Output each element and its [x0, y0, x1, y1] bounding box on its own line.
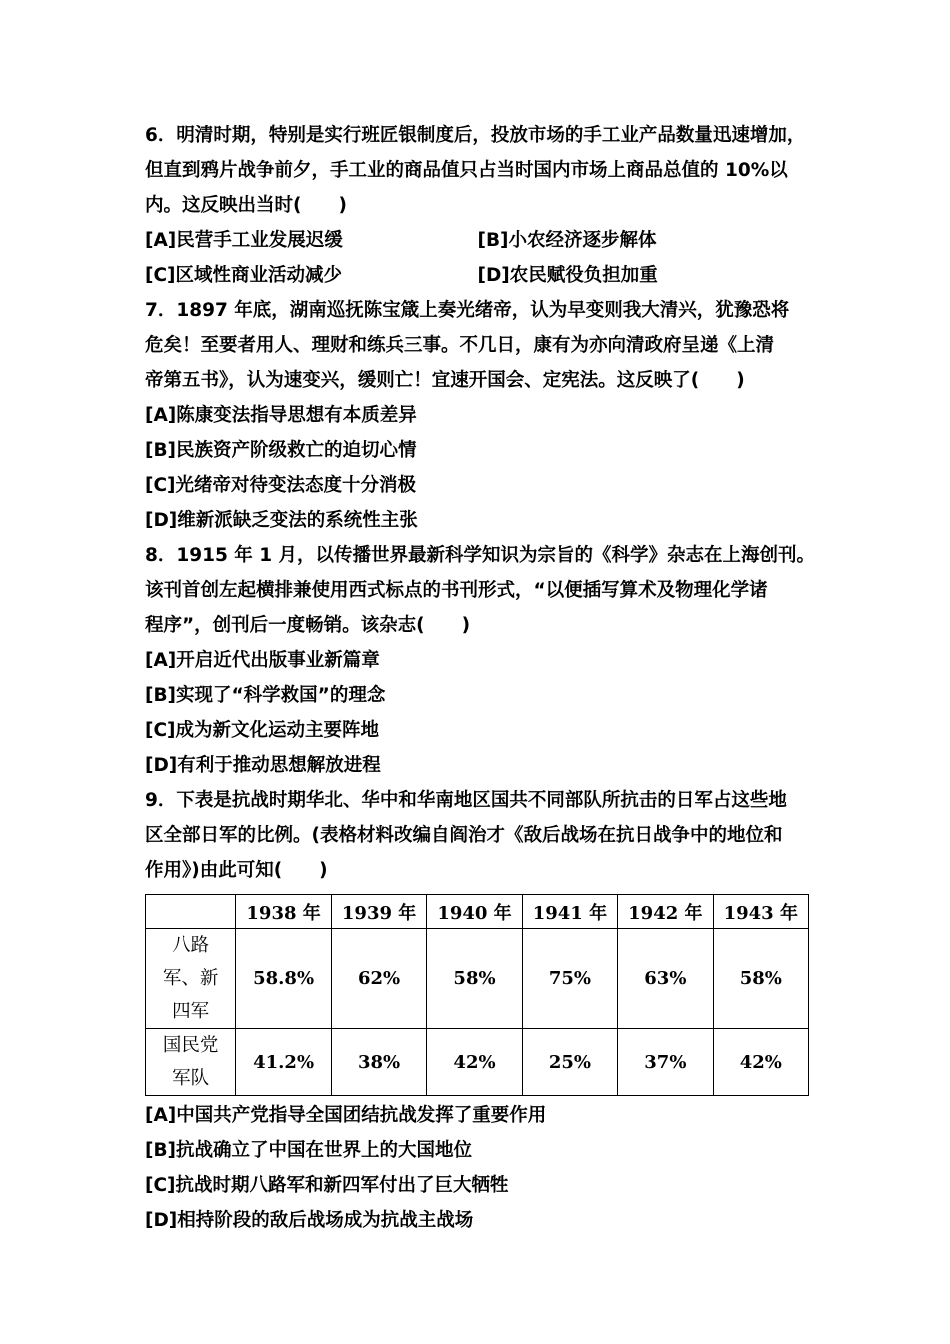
option-text: 成为新文化运动主要阵地 [175, 720, 380, 741]
option-b[interactable] [478, 223, 811, 258]
option-text: 陈康变法指导思想有本质差异 [176, 405, 417, 426]
option-tag: [D] [145, 1210, 178, 1231]
option-tag: [B] [145, 440, 177, 461]
option-tag: [A] [145, 650, 177, 671]
table-row [146, 1029, 809, 1096]
question-stem-line: 8．1915 年 1 月，以传播世界最新科学知识为宗旨的《科学》杂志在上海创刊。 [145, 545, 816, 566]
table-row-label [146, 1029, 236, 1096]
question-6 [145, 118, 810, 293]
question-stem-line: 作用》)由此可知( ) [145, 860, 328, 881]
option-a[interactable] [145, 398, 810, 433]
row-label-line: 军、新 [162, 968, 219, 989]
option-text: 维新派缺乏变法的系统性主张 [177, 510, 418, 531]
table-cell: 42% [713, 1029, 808, 1096]
question-7 [145, 293, 810, 538]
option-text: 民营手工业发展迟缓 [176, 230, 343, 251]
option-text: 光绪帝对待变法态度十分消极 [175, 475, 417, 496]
question-stem-line: 内。这反映出当时( ) [145, 195, 347, 216]
table-header-cell: 1941 年 [522, 895, 617, 929]
table-header-cell: 1942 年 [618, 895, 713, 929]
table-header-row [146, 895, 809, 929]
option-text: 农民赋役负担加重 [509, 265, 658, 286]
table-row-label [146, 929, 236, 1029]
row-label-line: 军队 [172, 1068, 210, 1089]
option-c[interactable] [145, 1168, 810, 1203]
option-tag: [C] [145, 1175, 176, 1196]
table-header-cell: 1940 年 [427, 895, 522, 929]
option-d[interactable] [145, 503, 810, 538]
option-a[interactable] [145, 1098, 810, 1133]
table-cell: 38% [331, 1029, 426, 1096]
option-a[interactable] [145, 223, 478, 258]
option-c[interactable] [145, 258, 478, 293]
option-b[interactable] [145, 1133, 810, 1168]
table-cell: 41.2% [236, 1029, 332, 1096]
question-9 [145, 783, 810, 1238]
option-text: 中国共产党指导全国团结抗战发挥了重要作用 [176, 1105, 547, 1126]
question-stem-line: 危矣！至要者用人、理财和练兵三事。不几日，康有为亦向清政府呈递《上清 [145, 335, 775, 356]
option-tag: [C] [145, 720, 176, 741]
option-tag: [D] [145, 510, 178, 531]
row-label-line: 国民党 [162, 1035, 219, 1056]
option-text: 民族资产阶级救亡的迫切心情 [176, 440, 417, 461]
option-text: 抗战确立了中国在世界上的大国地位 [176, 1140, 473, 1161]
question-stem-line: 但直到鸦片战争前夕，手工业的商品值只占当时国内市场上商品总值的 10%以 [145, 160, 788, 181]
table-cell: 37% [618, 1029, 713, 1096]
option-d[interactable] [145, 748, 810, 783]
option-tag: [A] [145, 230, 177, 251]
table-header-cell: 1939 年 [331, 895, 426, 929]
option-text: 有利于推动思想解放进程 [177, 755, 381, 776]
option-tag: [C] [145, 265, 176, 286]
table-cell: 58% [713, 929, 808, 1029]
option-text: 小农经济逐步解体 [508, 230, 657, 251]
option-b[interactable] [145, 678, 810, 713]
option-d[interactable] [145, 1203, 810, 1238]
option-tag: [B] [145, 1140, 177, 1161]
option-tag: [D] [477, 265, 510, 286]
table-cell: 42% [427, 1029, 522, 1096]
option-d[interactable] [478, 258, 811, 293]
option-tag: [B] [145, 685, 177, 706]
table-cell: 62% [331, 929, 426, 1029]
data-table [145, 894, 809, 1096]
option-tag: [C] [145, 475, 176, 496]
option-text: 实现了“科学救国”的理念 [176, 685, 386, 706]
table-cell: 58% [427, 929, 522, 1029]
question-stem-line: 帝第五书》，认为速变兴，缓则亡！宜速开国会、定宪法。这反映了( ) [145, 370, 745, 391]
option-tag: [B] [477, 230, 509, 251]
option-text: 相持阶段的敌后战场成为抗战主战场 [177, 1210, 474, 1231]
row-label-line: 八路 [172, 935, 210, 956]
table-header-cell: 1938 年 [236, 895, 332, 929]
option-tag: [A] [145, 1105, 177, 1126]
option-tag: [A] [145, 405, 177, 426]
question-stem-line: 6．明清时期，特别是实行班匠银制度后，投放市场的手工业产品数量迅速增加， [145, 125, 806, 146]
table-cell: 25% [522, 1029, 617, 1096]
option-text: 开启近代出版事业新篇章 [176, 650, 380, 671]
table-header-cell [146, 895, 236, 929]
option-text: 区域性商业活动减少 [175, 265, 343, 286]
row-label-line: 四军 [172, 1001, 210, 1022]
table-cell: 63% [618, 929, 713, 1029]
table-row [146, 929, 809, 1029]
option-a[interactable] [145, 643, 810, 678]
question-stem-line: 程序”，创刊后一度畅销。该杂志( ) [145, 615, 471, 636]
table-cell: 75% [522, 929, 617, 1029]
option-text: 抗战时期八路军和新四军付出了巨大牺牲 [175, 1175, 509, 1196]
question-8 [145, 538, 816, 783]
question-stem-line: 9．下表是抗战时期华北、华中和华南地区国共不同部队所抗击的日军占这些地 [145, 790, 787, 811]
table-cell: 58.8% [236, 929, 332, 1029]
option-b[interactable] [145, 433, 810, 468]
option-c[interactable] [145, 468, 810, 503]
question-stem-line: 该刊首创左起横排兼使用西式标点的书刊形式，“以便插写算术及物理化学诸 [145, 580, 768, 601]
option-tag: [D] [145, 755, 178, 776]
table-header-cell: 1943 年 [713, 895, 808, 929]
exam-page [145, 118, 816, 1238]
question-stem-line: 区全部日军的比例。(表格材料改编自阎治才《敌后战场在抗日战争中的地位和 [145, 825, 783, 846]
option-c[interactable] [145, 713, 810, 748]
question-stem-line: 7．1897 年底，湖南巡抚陈宝箴上奏光绪帝，认为早变则我大清兴，犹豫恐将 [145, 300, 790, 321]
